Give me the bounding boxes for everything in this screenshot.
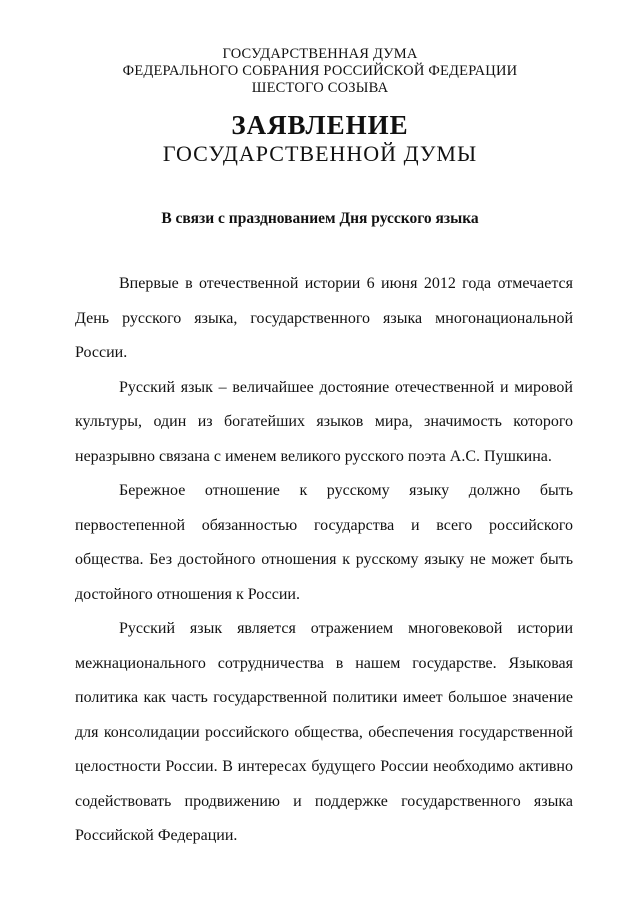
document-subject: В связи с празднованием Дня русского языка <box>161 210 479 227</box>
issuer-line-2: ФЕДЕРАЛЬНОГО СОБРАНИЯ РОССИЙСКОЙ ФЕДЕРАЦИИ <box>122 63 518 79</box>
paragraph-4: Русский язык является отражением многовековой истории межнационального сотрудничества в нашем государстве. Языковая политика как часть государственной политики имеет большое значение для консолидации российского общества, обеспечения государственной целостности России. В интересах будущего России необходимо активно содействовать продвижению и поддержке государственного языка Российской Федерации. <box>75 620 573 844</box>
title-main: ЗАЯВЛЕНИЕ <box>231 110 409 140</box>
paragraph-2: Русский язык – величайшее достояние отечественной и мировой культуры, один из богатейших языков мира, значимость которого неразрывно связана с именем великого русского поэта А.С. Пушкина. <box>75 378 573 465</box>
document-subtitle-block <box>0 141 640 167</box>
document-title <box>0 110 640 141</box>
paragraph-3: Бережное отношение к русскому языку должно быть первостепенной обязанностью государства и всего российского общества. Без достойного отношения к русскому языку не может быть достойного отношения к России. <box>75 482 573 603</box>
document-body <box>75 267 573 854</box>
title-sub: ГОСУДАРСТВЕННОЙ ДУМЫ <box>162 141 478 166</box>
issuer-line-1: ГОСУДАРСТВЕННАЯ ДУМА <box>222 46 418 62</box>
issuer-header <box>0 46 640 97</box>
issuer-line-3: ШЕСТОГО СОЗЫВА <box>251 80 389 96</box>
paragraph-1: Впервые в отечественной истории 6 июня 2012 года отмечается День русского языка, государственного языка многонациональной России. <box>75 275 573 361</box>
